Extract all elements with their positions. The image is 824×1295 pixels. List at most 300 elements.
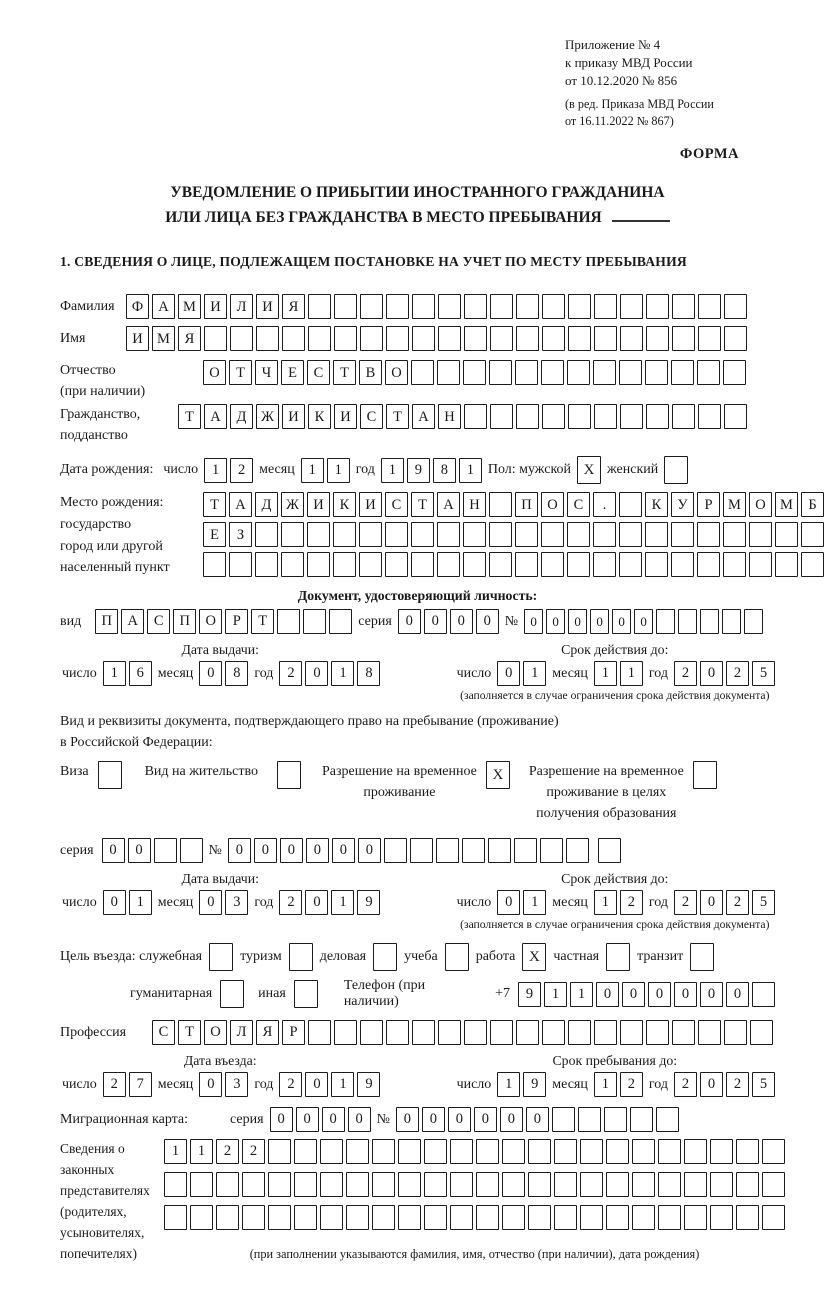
char-box[interactable]: М	[178, 294, 201, 319]
char-box[interactable]: 5	[752, 661, 775, 686]
char-box[interactable]	[489, 552, 512, 577]
char-box[interactable]	[554, 1172, 577, 1197]
char-box[interactable]	[567, 360, 590, 385]
char-box[interactable]	[372, 1205, 395, 1230]
char-box[interactable]: 0	[305, 661, 328, 686]
char-box[interactable]	[698, 294, 721, 319]
char-box[interactable]: Ж	[256, 404, 279, 429]
char-box[interactable]	[489, 492, 512, 517]
char-box[interactable]	[385, 552, 408, 577]
char-box[interactable]	[540, 838, 563, 863]
char-box[interactable]: 0	[500, 1107, 523, 1132]
char-box[interactable]: П	[95, 609, 118, 634]
char-box[interactable]: 5	[752, 890, 775, 915]
char-box[interactable]	[620, 326, 643, 351]
char-box[interactable]	[488, 838, 511, 863]
char-box[interactable]: 9	[357, 1072, 380, 1097]
char-box[interactable]: С	[152, 1020, 175, 1045]
char-box[interactable]	[359, 552, 382, 577]
char-box[interactable]	[684, 1139, 707, 1164]
char-box[interactable]: 1	[459, 458, 482, 483]
char-box[interactable]	[411, 360, 434, 385]
char-box[interactable]: Б	[801, 492, 824, 517]
char-box[interactable]: 1	[523, 890, 546, 915]
char-box[interactable]: 0	[526, 1107, 549, 1132]
char-box[interactable]: 2	[279, 1072, 302, 1097]
char-box[interactable]	[464, 326, 487, 351]
char-box[interactable]	[630, 1107, 653, 1132]
char-box[interactable]: 0	[448, 1107, 471, 1132]
char-box[interactable]: 0	[396, 1107, 419, 1132]
char-box[interactable]: 1	[190, 1139, 213, 1164]
char-box[interactable]: 0	[497, 890, 520, 915]
char-box[interactable]	[606, 1205, 629, 1230]
char-box[interactable]: 1	[327, 458, 350, 483]
checkbox-cell[interactable]: X	[486, 761, 510, 789]
char-box[interactable]: 1	[594, 1072, 617, 1097]
char-box[interactable]	[216, 1172, 239, 1197]
char-box[interactable]: 2	[726, 1072, 749, 1097]
char-box[interactable]: Д	[255, 492, 278, 517]
char-box[interactable]	[303, 609, 326, 634]
char-box[interactable]: Ж	[281, 492, 304, 517]
char-box[interactable]: И	[359, 492, 382, 517]
char-box[interactable]	[724, 294, 747, 319]
char-box[interactable]	[294, 1205, 317, 1230]
char-box[interactable]	[568, 294, 591, 319]
char-box[interactable]: 9	[357, 890, 380, 915]
char-box[interactable]	[464, 404, 487, 429]
char-box[interactable]: 0	[332, 838, 355, 863]
char-box[interactable]	[528, 1139, 551, 1164]
char-box[interactable]: 1	[164, 1139, 187, 1164]
char-box[interactable]: П	[515, 492, 538, 517]
checkbox-cell[interactable]: X	[577, 456, 601, 484]
char-box[interactable]: 0	[568, 609, 587, 634]
char-box[interactable]: 0	[270, 1107, 293, 1132]
char-box[interactable]	[554, 1205, 577, 1230]
char-box[interactable]	[541, 552, 564, 577]
char-box[interactable]	[450, 1172, 473, 1197]
char-box[interactable]	[476, 1205, 499, 1230]
char-box[interactable]: 6	[129, 661, 152, 686]
char-box[interactable]: 1	[594, 890, 617, 915]
char-box[interactable]	[632, 1172, 655, 1197]
char-box[interactable]: 1	[331, 1072, 354, 1097]
char-box[interactable]	[320, 1205, 343, 1230]
char-box[interactable]	[334, 294, 357, 319]
char-box[interactable]	[723, 552, 746, 577]
char-box[interactable]	[567, 522, 590, 547]
char-box[interactable]: 0	[305, 1072, 328, 1097]
char-box[interactable]: А	[204, 404, 227, 429]
char-box[interactable]	[190, 1172, 213, 1197]
char-box[interactable]: 0	[128, 838, 151, 863]
char-box[interactable]	[723, 360, 746, 385]
checkbox-cell[interactable]	[209, 943, 233, 971]
char-box[interactable]	[697, 360, 720, 385]
char-box[interactable]: М	[152, 326, 175, 351]
char-box[interactable]	[671, 552, 694, 577]
char-box[interactable]: М	[723, 492, 746, 517]
char-box[interactable]	[386, 294, 409, 319]
char-box[interactable]: О	[199, 609, 222, 634]
char-box[interactable]	[658, 1139, 681, 1164]
char-box[interactable]	[334, 326, 357, 351]
char-box[interactable]: 0	[199, 1072, 222, 1097]
char-box[interactable]: 0	[296, 1107, 319, 1132]
char-box[interactable]: 1	[301, 458, 324, 483]
char-box[interactable]	[516, 326, 539, 351]
char-box[interactable]: Т	[229, 360, 252, 385]
char-box[interactable]	[450, 1205, 473, 1230]
char-box[interactable]	[307, 552, 330, 577]
char-box[interactable]	[568, 326, 591, 351]
char-box[interactable]: 2	[103, 1072, 126, 1097]
char-box[interactable]	[372, 1172, 395, 1197]
char-box[interactable]: А	[412, 404, 435, 429]
char-box[interactable]	[698, 404, 721, 429]
char-box[interactable]: Р	[225, 609, 248, 634]
char-box[interactable]: 1	[129, 890, 152, 915]
char-box[interactable]: Н	[463, 492, 486, 517]
char-box[interactable]	[723, 522, 746, 547]
char-box[interactable]: А	[121, 609, 144, 634]
char-box[interactable]	[333, 522, 356, 547]
char-box[interactable]	[462, 838, 485, 863]
char-box[interactable]	[632, 1139, 655, 1164]
char-box[interactable]	[542, 294, 565, 319]
char-box[interactable]: С	[567, 492, 590, 517]
char-box[interactable]	[736, 1139, 759, 1164]
char-box[interactable]	[154, 838, 177, 863]
char-box[interactable]	[515, 552, 538, 577]
char-box[interactable]: 3	[225, 890, 248, 915]
char-box[interactable]	[242, 1205, 265, 1230]
char-box[interactable]: 0	[674, 982, 697, 1007]
char-box[interactable]	[514, 838, 537, 863]
char-box[interactable]: 2	[242, 1139, 265, 1164]
char-box[interactable]: 1	[523, 661, 546, 686]
char-box[interactable]	[308, 294, 331, 319]
char-box[interactable]	[646, 1020, 669, 1045]
char-box[interactable]	[656, 1107, 679, 1132]
char-box[interactable]	[412, 326, 435, 351]
char-box[interactable]: И	[204, 294, 227, 319]
char-box[interactable]: 1	[381, 458, 404, 483]
char-box[interactable]	[386, 326, 409, 351]
char-box[interactable]	[410, 838, 433, 863]
char-box[interactable]	[672, 326, 695, 351]
char-box[interactable]	[672, 1020, 695, 1045]
char-box[interactable]: 8	[225, 661, 248, 686]
char-box[interactable]	[678, 609, 697, 634]
char-box[interactable]: Л	[230, 294, 253, 319]
char-box[interactable]: Е	[281, 360, 304, 385]
char-box[interactable]: Е	[203, 522, 226, 547]
char-box[interactable]	[646, 294, 669, 319]
char-box[interactable]	[516, 404, 539, 429]
char-box[interactable]: 0	[612, 609, 631, 634]
char-box[interactable]: Д	[230, 404, 253, 429]
char-box[interactable]: О	[385, 360, 408, 385]
char-box[interactable]: 8	[357, 661, 380, 686]
char-box[interactable]	[476, 1139, 499, 1164]
char-box[interactable]: В	[359, 360, 382, 385]
char-box[interactable]: 0	[422, 1107, 445, 1132]
char-box[interactable]: 0	[280, 838, 303, 863]
char-box[interactable]	[230, 326, 253, 351]
char-box[interactable]: 2	[726, 890, 749, 915]
char-box[interactable]	[700, 609, 719, 634]
char-box[interactable]	[598, 838, 621, 863]
char-box[interactable]: 2	[674, 661, 697, 686]
char-box[interactable]: 0	[424, 609, 447, 634]
char-box[interactable]: 0	[322, 1107, 345, 1132]
char-box[interactable]	[438, 1020, 461, 1045]
char-box[interactable]: 2	[216, 1139, 239, 1164]
char-box[interactable]	[502, 1139, 525, 1164]
char-box[interactable]	[744, 609, 763, 634]
char-box[interactable]	[566, 838, 589, 863]
char-box[interactable]: Р	[282, 1020, 305, 1045]
checkbox-cell[interactable]	[445, 943, 469, 971]
char-box[interactable]	[594, 1020, 617, 1045]
char-box[interactable]	[632, 1205, 655, 1230]
char-box[interactable]	[490, 1020, 513, 1045]
char-box[interactable]	[502, 1172, 525, 1197]
char-box[interactable]	[437, 360, 460, 385]
char-box[interactable]	[656, 609, 675, 634]
char-box[interactable]	[722, 609, 741, 634]
char-box[interactable]	[749, 522, 772, 547]
char-box[interactable]	[180, 838, 203, 863]
char-box[interactable]	[698, 326, 721, 351]
char-box[interactable]	[268, 1139, 291, 1164]
char-box[interactable]	[710, 1172, 733, 1197]
char-box[interactable]: 0	[596, 982, 619, 1007]
char-box[interactable]: 9	[523, 1072, 546, 1097]
char-box[interactable]: Н	[438, 404, 461, 429]
char-box[interactable]: 0	[700, 661, 723, 686]
char-box[interactable]: З	[229, 522, 252, 547]
char-box[interactable]	[489, 360, 512, 385]
char-box[interactable]	[385, 522, 408, 547]
char-box[interactable]	[658, 1172, 681, 1197]
char-box[interactable]: К	[333, 492, 356, 517]
char-box[interactable]: Т	[251, 609, 274, 634]
char-box[interactable]	[294, 1172, 317, 1197]
char-box[interactable]	[281, 522, 304, 547]
char-box[interactable]: 1	[331, 661, 354, 686]
char-box[interactable]	[604, 1107, 627, 1132]
char-box[interactable]	[255, 552, 278, 577]
checkbox-cell[interactable]: X	[522, 943, 546, 971]
char-box[interactable]	[372, 1139, 395, 1164]
char-box[interactable]	[216, 1205, 239, 1230]
checkbox-cell[interactable]	[220, 980, 244, 1008]
char-box[interactable]: И	[334, 404, 357, 429]
char-box[interactable]	[436, 838, 459, 863]
char-box[interactable]	[724, 326, 747, 351]
checkbox-cell[interactable]	[373, 943, 397, 971]
char-box[interactable]: .	[593, 492, 616, 517]
char-box[interactable]: Ф	[126, 294, 149, 319]
char-box[interactable]	[578, 1107, 601, 1132]
checkbox-cell[interactable]	[277, 761, 301, 789]
char-box[interactable]: 0	[199, 661, 222, 686]
char-box[interactable]	[672, 294, 695, 319]
char-box[interactable]	[360, 1020, 383, 1045]
char-box[interactable]	[489, 522, 512, 547]
char-box[interactable]: 0	[398, 609, 421, 634]
char-box[interactable]	[552, 1107, 575, 1132]
char-box[interactable]	[255, 522, 278, 547]
char-box[interactable]	[593, 552, 616, 577]
char-box[interactable]: 0	[524, 609, 543, 634]
char-box[interactable]	[567, 552, 590, 577]
char-box[interactable]	[329, 609, 352, 634]
checkbox-cell[interactable]	[606, 943, 630, 971]
char-box[interactable]: 8	[433, 458, 456, 483]
char-box[interactable]	[620, 404, 643, 429]
char-box[interactable]: О	[203, 360, 226, 385]
char-box[interactable]: 1	[331, 890, 354, 915]
char-box[interactable]	[541, 522, 564, 547]
char-box[interactable]	[542, 326, 565, 351]
char-box[interactable]	[620, 1020, 643, 1045]
char-box[interactable]	[398, 1205, 421, 1230]
char-box[interactable]	[204, 326, 227, 351]
char-box[interactable]: 0	[622, 982, 645, 1007]
char-box[interactable]	[568, 404, 591, 429]
char-box[interactable]	[697, 522, 720, 547]
char-box[interactable]: 0	[634, 609, 653, 634]
char-box[interactable]	[606, 1172, 629, 1197]
char-box[interactable]	[580, 1139, 603, 1164]
char-box[interactable]	[515, 522, 538, 547]
char-box[interactable]	[619, 360, 642, 385]
char-box[interactable]: И	[126, 326, 149, 351]
char-box[interactable]: 0	[590, 609, 609, 634]
char-box[interactable]	[516, 294, 539, 319]
char-box[interactable]	[736, 1172, 759, 1197]
char-box[interactable]: А	[152, 294, 175, 319]
char-box[interactable]: 0	[348, 1107, 371, 1132]
char-box[interactable]: 0	[700, 982, 723, 1007]
char-box[interactable]	[464, 1020, 487, 1045]
char-box[interactable]	[346, 1205, 369, 1230]
char-box[interactable]: 0	[103, 890, 126, 915]
char-box[interactable]: М	[775, 492, 798, 517]
char-box[interactable]	[619, 552, 642, 577]
char-box[interactable]	[594, 294, 617, 319]
char-box[interactable]	[412, 1020, 435, 1045]
char-box[interactable]	[580, 1172, 603, 1197]
char-box[interactable]	[671, 360, 694, 385]
checkbox-cell[interactable]	[294, 980, 318, 1008]
char-box[interactable]: 2	[620, 890, 643, 915]
char-box[interactable]: 2	[674, 1072, 697, 1097]
char-box[interactable]	[450, 1139, 473, 1164]
char-box[interactable]: 0	[199, 890, 222, 915]
char-box[interactable]: 2	[230, 458, 253, 483]
char-box[interactable]: 1	[620, 661, 643, 686]
char-box[interactable]: 0	[254, 838, 277, 863]
char-box[interactable]	[541, 360, 564, 385]
char-box[interactable]: Т	[178, 1020, 201, 1045]
char-box[interactable]	[801, 522, 824, 547]
char-box[interactable]: А	[229, 492, 252, 517]
char-box[interactable]	[308, 326, 331, 351]
char-box[interactable]: 1	[594, 661, 617, 686]
char-box[interactable]: 0	[358, 838, 381, 863]
char-box[interactable]	[229, 552, 252, 577]
char-box[interactable]	[619, 492, 642, 517]
char-box[interactable]: 0	[102, 838, 125, 863]
char-box[interactable]	[646, 326, 669, 351]
checkbox-cell[interactable]	[98, 761, 122, 789]
char-box[interactable]: 1	[544, 982, 567, 1007]
char-box[interactable]	[672, 404, 695, 429]
char-box[interactable]: 0	[450, 609, 473, 634]
char-box[interactable]: 7	[129, 1072, 152, 1097]
char-box[interactable]	[277, 609, 300, 634]
char-box[interactable]: 0	[305, 890, 328, 915]
char-box[interactable]	[724, 1020, 747, 1045]
char-box[interactable]	[463, 552, 486, 577]
char-box[interactable]	[580, 1205, 603, 1230]
char-box[interactable]: С	[307, 360, 330, 385]
char-box[interactable]: 0	[497, 661, 520, 686]
char-box[interactable]: Ч	[255, 360, 278, 385]
char-box[interactable]	[320, 1139, 343, 1164]
char-box[interactable]	[752, 982, 775, 1007]
char-box[interactable]: 9	[407, 458, 430, 483]
char-box[interactable]: О	[204, 1020, 227, 1045]
char-box[interactable]: И	[307, 492, 330, 517]
char-box[interactable]: О	[541, 492, 564, 517]
char-box[interactable]	[619, 522, 642, 547]
char-box[interactable]: Т	[178, 404, 201, 429]
char-box[interactable]	[710, 1205, 733, 1230]
char-box[interactable]	[242, 1172, 265, 1197]
char-box[interactable]	[359, 522, 382, 547]
char-box[interactable]	[308, 1020, 331, 1045]
char-box[interactable]	[542, 404, 565, 429]
char-box[interactable]: 1	[103, 661, 126, 686]
char-box[interactable]	[502, 1205, 525, 1230]
char-box[interactable]	[593, 522, 616, 547]
char-box[interactable]: К	[308, 404, 331, 429]
char-box[interactable]	[360, 326, 383, 351]
char-box[interactable]: 2	[726, 661, 749, 686]
char-box[interactable]	[346, 1172, 369, 1197]
char-box[interactable]	[463, 360, 486, 385]
char-box[interactable]: А	[437, 492, 460, 517]
char-box[interactable]	[528, 1172, 551, 1197]
char-box[interactable]: 0	[700, 890, 723, 915]
char-box[interactable]	[528, 1205, 551, 1230]
char-box[interactable]	[710, 1139, 733, 1164]
char-box[interactable]	[645, 552, 668, 577]
char-box[interactable]: 2	[674, 890, 697, 915]
char-box[interactable]	[490, 326, 513, 351]
char-box[interactable]: У	[671, 492, 694, 517]
char-box[interactable]: Л	[230, 1020, 253, 1045]
char-box[interactable]: 5	[752, 1072, 775, 1097]
char-box[interactable]	[384, 838, 407, 863]
